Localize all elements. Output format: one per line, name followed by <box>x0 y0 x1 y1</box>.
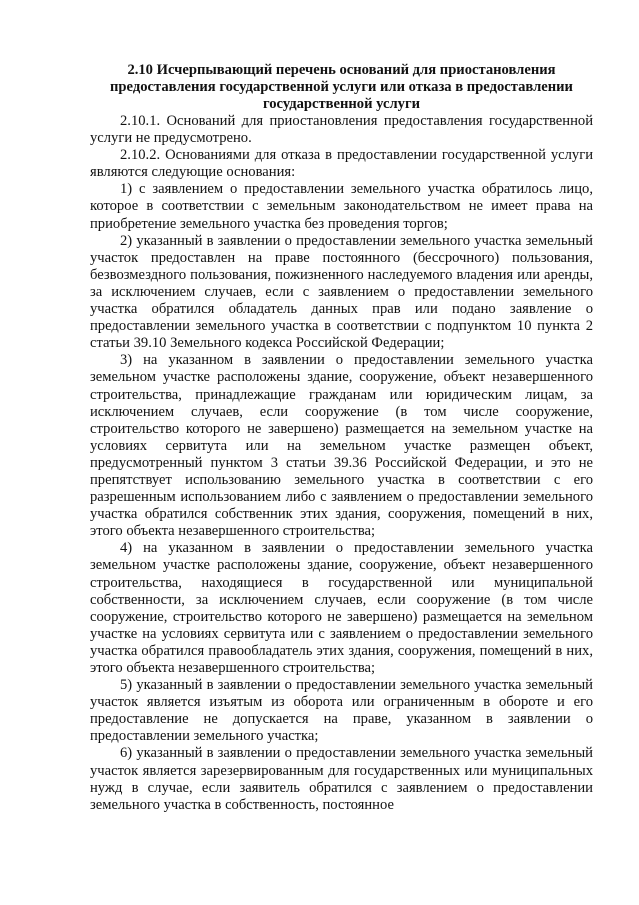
list-item-5: 5) указанный в заявлении о предоставлении земельного участка земельный участок является изъятым из оборота или ограниченным в обороте и его предоставление не допускается на праве, указанном в заявлении о предоставлении земельного участка; <box>90 677 593 745</box>
section-body <box>90 113 593 814</box>
list-item-4: 4) на указанном в заявлении о предоставлении земельного участка земельном участке расположены здание, сооружение, объект незавершенного строительства, находящиеся в государственной или муниципальной собственности, за исключением случаев, если сооружение (в том числе сооружение, строительство которого не завершено) размещается на земельном участке на условиях сервитута или с заявлением о предоставлении земельного участка обратился правообладатель этих здания, сооружения, помещений в них, этого объекта незавершенного строительства; <box>90 540 593 676</box>
paragraph-2-10-1: 2.10.1. Оснований для приостановления предоставления государственной услуги не предусмотрено. <box>90 113 593 147</box>
list-item-1: 1) с заявлением о предоставлении земельного участка обратилось лицо, которое в соответствии с земельным законодательством не имеет права на приобретение земельного участка без проведения торгов; <box>90 181 593 232</box>
section-heading: 2.10 Исчерпывающий перечень оснований для приостановления предоставления государственной услуги или отказа в предоставлении государственной услуги <box>110 62 573 112</box>
document-page <box>90 62 593 814</box>
paragraph-2-10-2: 2.10.2. Основаниями для отказа в предоставлении государственной услуги являются следующие основания: <box>90 147 593 181</box>
list-item-6: 6) указанный в заявлении о предоставлении земельного участка земельный участок является зарезервированным для государственных или муниципальных нужд в случае, если заявитель обратился с заявлением о предоставлении земельного участка в собственность, постоянное <box>90 745 593 813</box>
list-item-3: 3) на указанном в заявлении о предоставлении земельного участка земельном участке расположены здание, сооружение, объект незавершенного строительства, принадлежащие гражданам или юридическим лицам, за исключением случаев, если сооружение (в том числе сооружение, строительство которого не завершено) размещается на земельном участке на условиях сервитута или на земельном участке размещен объект, предусмотренный пунктом 3 статьи 39.36 Российской Федерации, и это не препятствует использованию земельного участка в соответствии с его разрешенным использованием либо с заявлением о предоставлении земельного участка обратился собственник этих здания, сооружения, помещений в них, этого объекта незавершенного строительства; <box>90 352 593 540</box>
list-item-2: 2) указанный в заявлении о предоставлении земельного участка земельный участок предоставлен на праве постоянного (бессрочного) пользования, безвозмездного пользования, пожизненного наследуемого владения или аренды, за исключением случаев, если с заявлением о предоставлении земельного участка обратился обладатель данных прав или подано заявление о предоставлении земельного участка в соответствии с подпунктом 10 пункта 2 статьи 39.10 Земельного кодекса Российской Федерации; <box>90 232 593 352</box>
